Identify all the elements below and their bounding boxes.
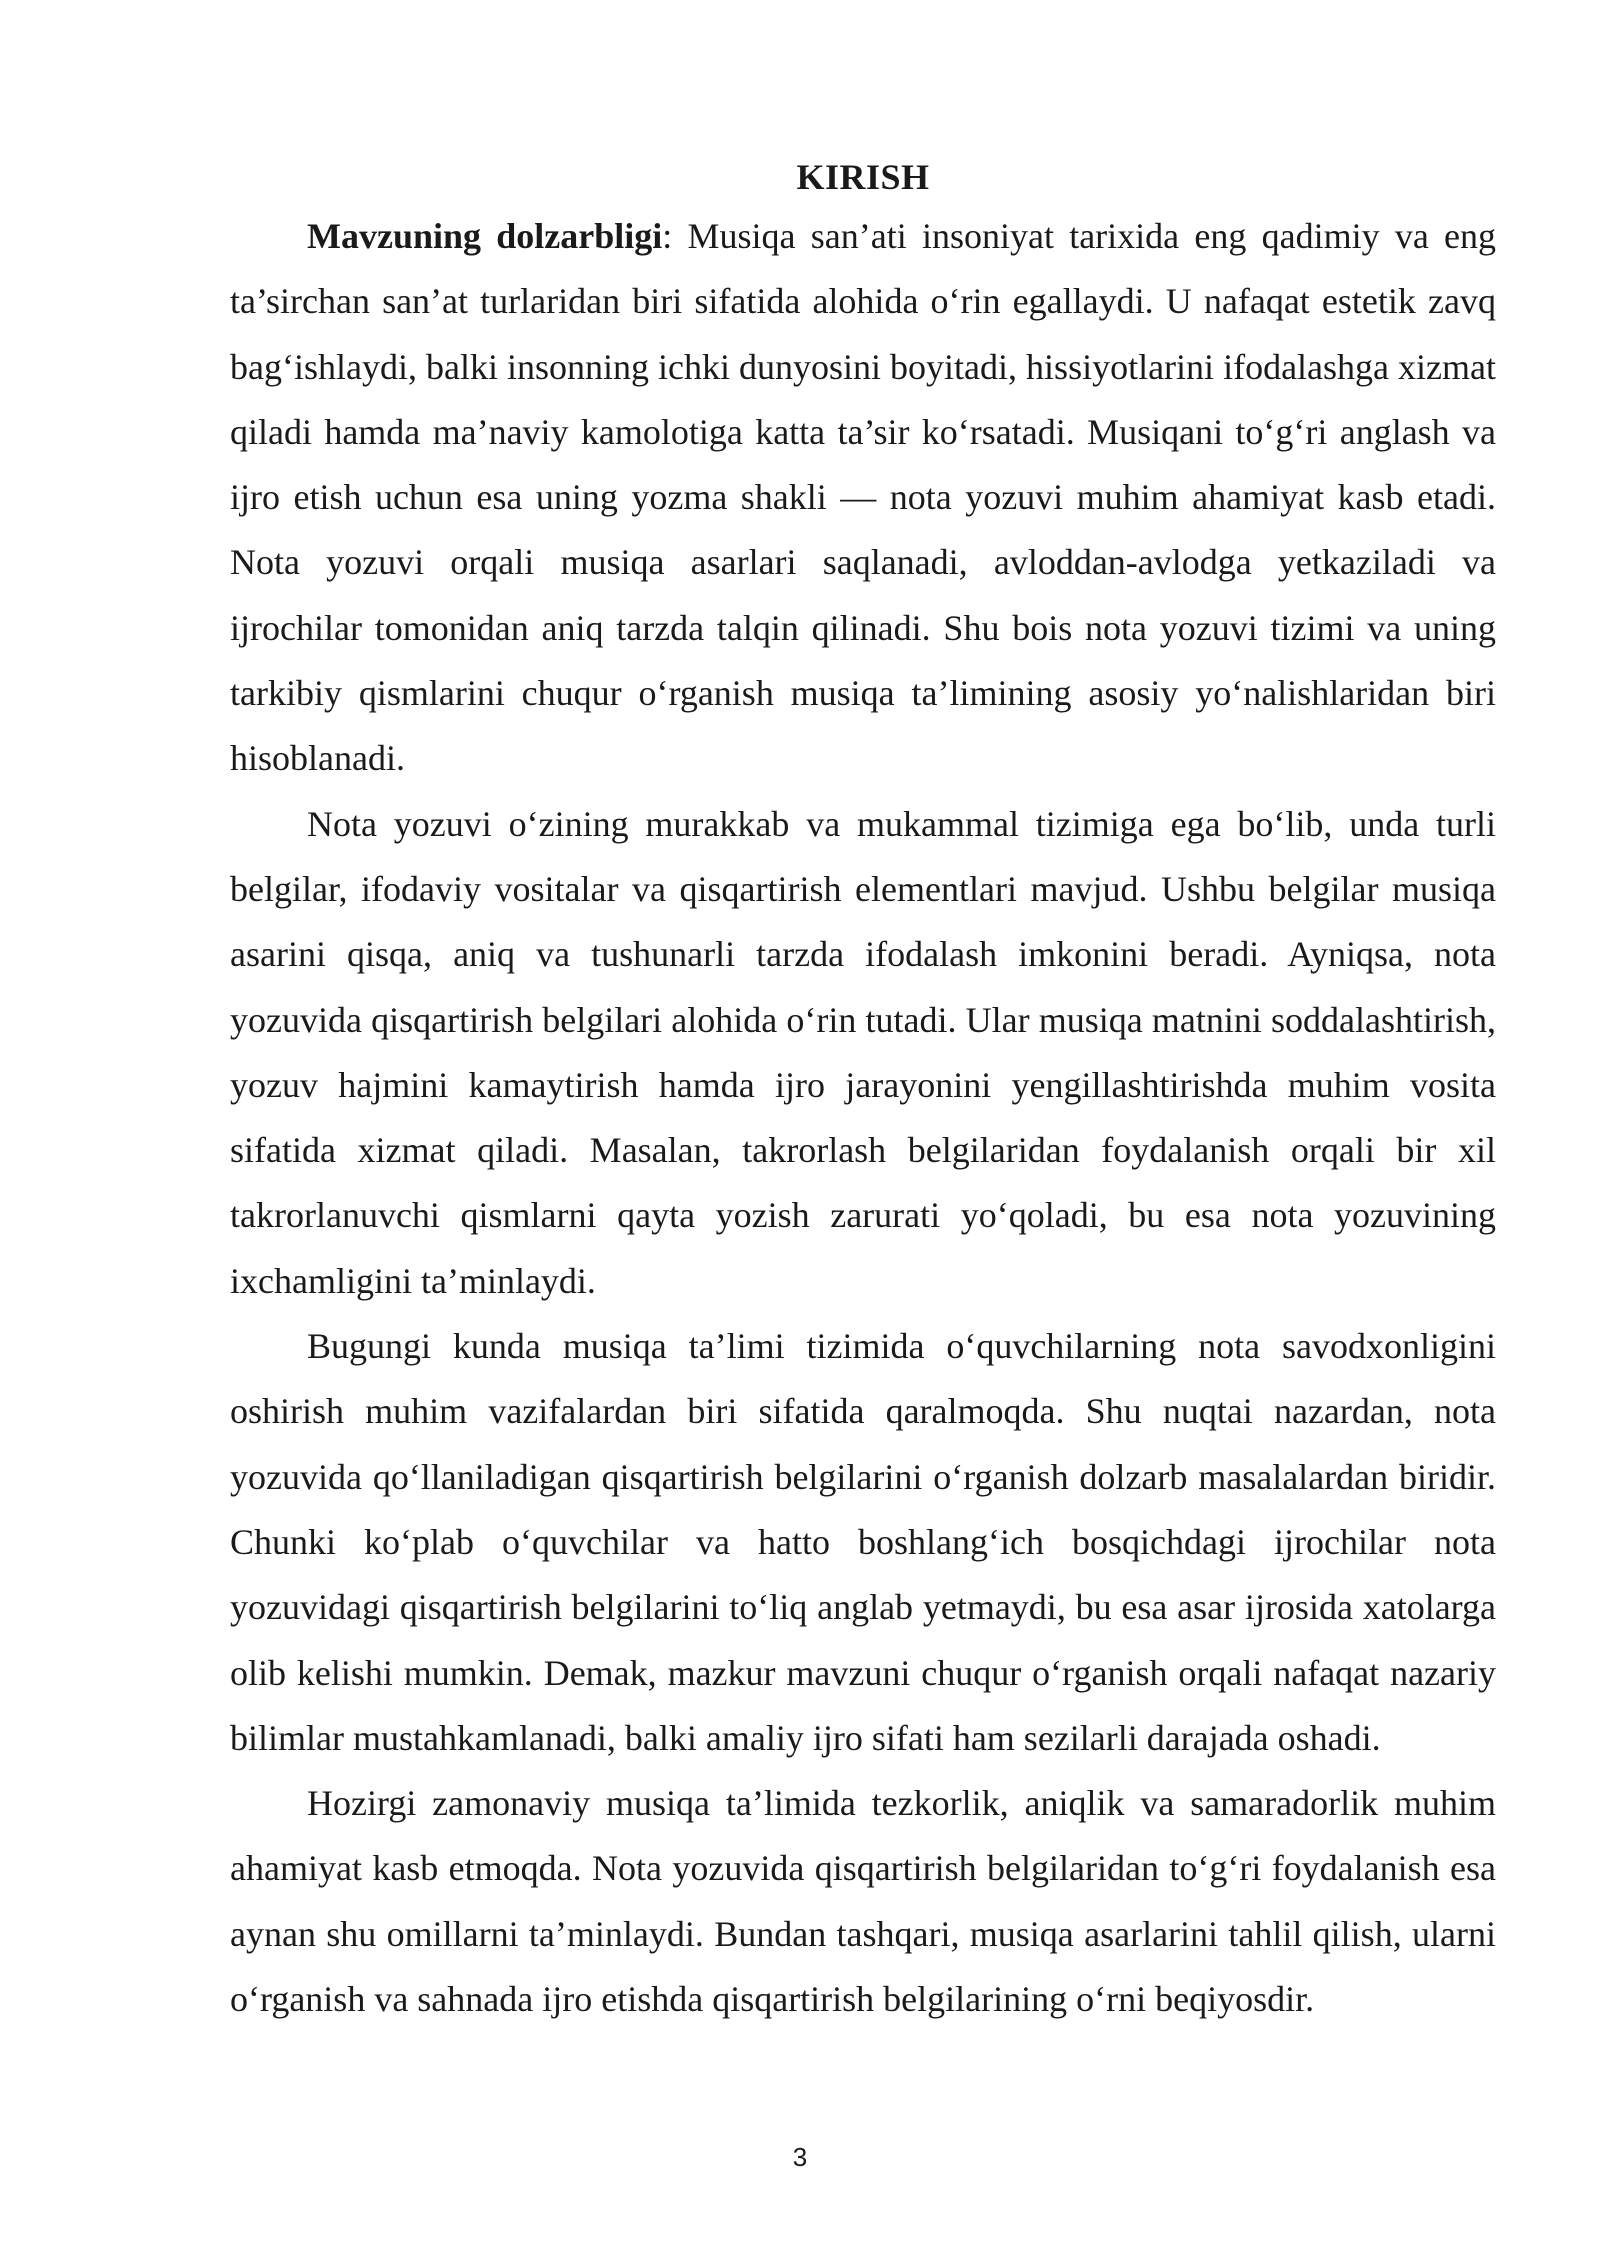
paragraph-relevance bbox=[230, 204, 1496, 792]
page-content bbox=[230, 150, 1496, 2032]
paragraph-body: : Musiqa san’ati insoniyat tarixida eng qadimiy va eng ta’sirchan san’at turlaridan biri sifatida alohida o‘rin egallaydi. U nafaqat estetik zavq bag‘ishlaydi, balki insonning ichki dunyosini boyitadi, hissiyotlarini ifodalashga xizmat qiladi hamda ma’naviy kamolotiga katta ta’sir ko‘rsatadi. Musiqani to‘g‘ri anglash va ijro etish uchun esa uning yozma shakli — nota yozuvi muhim ahamiyat kasb etadi. Nota yozuvi orqali musiqa asarlari saqlanadi, avloddan-avlodga yetkaziladi va ijrochilar tomonidan aniq tarzda talqin qilinadi. Shu bois nota yozuvi tizimi va uning tarkibiy qismlarini chuqur o‘rganish musiqa ta’limining asosiy yo‘nalishlaridan biri hisoblanadi. bbox=[230, 216, 1497, 779]
paragraph-lead-heading: Mavzuning dolzarbligi bbox=[307, 216, 663, 256]
section-title: KIRISH bbox=[796, 157, 930, 197]
page-number: 3 bbox=[792, 2142, 808, 2172]
paragraph-music-education: Bugungi kunda musiqa ta’limi tizimida o‘quvchilarning nota savodxonligini oshirish muhim vazifalardan biri sifatida qaralmoqda. Shu nuqtai nazardan, nota yozuvida qo‘llaniladigan qisqartirish belgilarini o‘rganish dolzarb masalalardan biridir. Chunki ko‘plab o‘quvchilar va hatto boshlang‘ich bosqichdagi ijrochilar nota yozuvidagi qisqartirish belgilarini to‘liq anglab yetmaydi, bu esa asar ijrosida xatolarga olib kelishi mumkin. Demak, mazkur mavzuni chuqur o‘rganish orqali nafaqat nazariy bilimlar mustahkamlanadi, balki amaliy ijro sifati ham sezilarli darajada oshadi. bbox=[230, 1326, 1496, 1758]
paragraph-notation-system: Nota yozuvi o‘zining murakkab va mukammal tizimiga ega bo‘lib, unda turli belgilar, ifodaviy vositalar va qisqartirish elementlari mavjud. Ushbu belgilar musiqa asarini qisqa, aniq va tushunarli tarzda ifodalash imkonini beradi. Ayniqsa, nota yozuvida qisqartirish belgilari alohida o‘rin tutadi. Ular musiqa matnini soddalashtirish, yozuv hajmini kamaytirish hamda ijro jarayonini yengillashtirishda muhim vosita sifatida xizmat qiladi. Masalan, takrorlash belgilaridan foydalanish orqali bir xil takrorlanuvchi qismlarni qayta yozish zarurati yo‘qoladi, bu esa nota yozuvining ixchamligini ta’minlaydi. bbox=[230, 803, 1496, 1301]
paragraph-modern-education: Hozirgi zamonaviy musiqa ta’limida tezkorlik, aniqlik va samaradorlik muhim ahamiyat kasb etmoqda. Nota yozuvida qisqartirish belgilaridan to‘g‘ri foydalanish esa aynan shu omillarni ta’minlaydi. Bundan tashqari, musiqa asarlarini tahlil qilish, ularni o‘rganish va sahnada ijro etishda qisqartirish belgilarining o‘rni beqiyosdir. bbox=[230, 1783, 1496, 2020]
